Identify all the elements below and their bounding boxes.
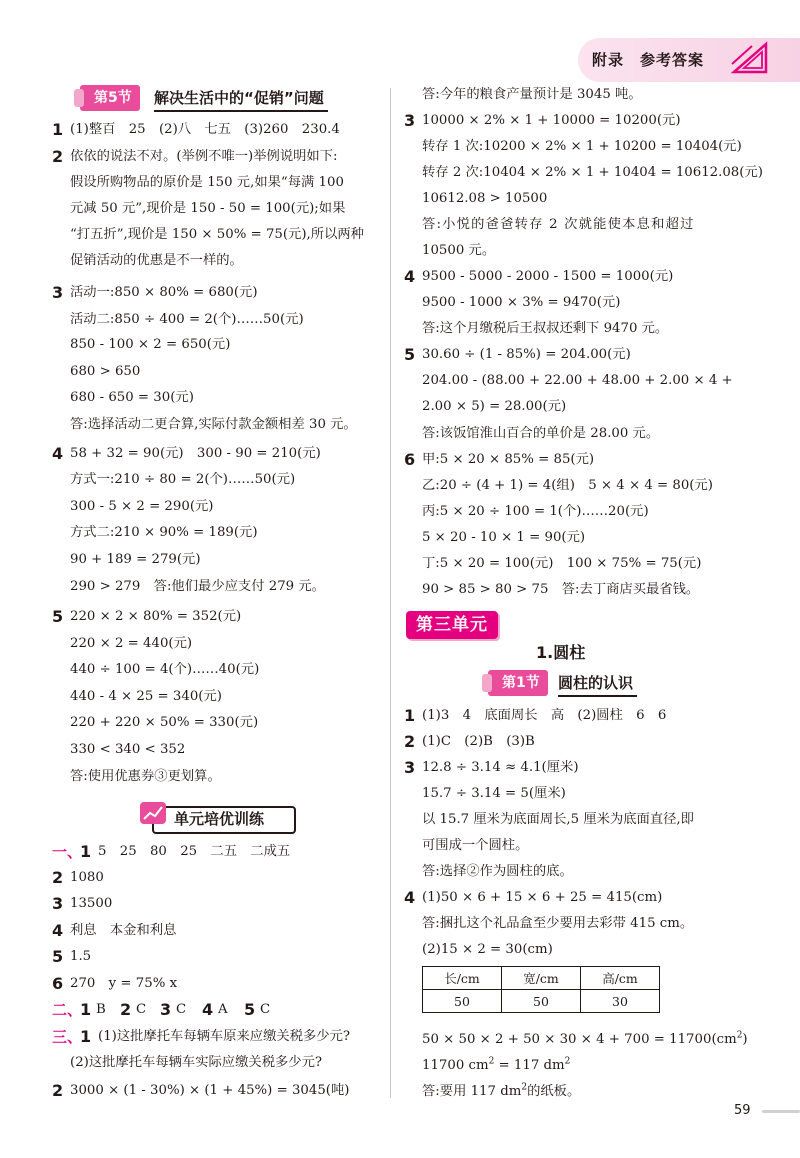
r3-line: 15.7 ÷ 3.14 = 5(厘米): [422, 786, 566, 801]
q2-line: 元减 50 元”,现价是 150 - 50 = 100(元);如果: [70, 201, 346, 216]
q4-line: 290 > 279 答:他们最少应支付 279 元。: [70, 579, 325, 594]
p3-q2-number: 2: [52, 1081, 64, 1100]
final-answer-line: [422, 1082, 580, 1102]
unit-title: 第三单元: [406, 611, 498, 639]
q5-line: 答:使用优惠券③更划算。: [70, 769, 221, 784]
r-q6-line: 乙:20 ÷ (4 + 1) = 4(组) 5 × 4 × 4 = 80(元): [422, 478, 713, 493]
p2-item-number: 2: [120, 1000, 132, 1019]
q3-number: 3: [52, 283, 64, 302]
page-number-bar: [762, 1110, 800, 1113]
p1-item-number: 5: [52, 947, 64, 966]
table-header-row: [423, 967, 660, 990]
table-cell: 50: [502, 990, 581, 1013]
q4-number: 4: [52, 444, 64, 463]
p2-item-number: 5: [244, 1000, 256, 1019]
q5-line: 220 × 2 × 80% = 352(元): [70, 609, 242, 624]
unit-convert-text: 11700 cm: [422, 1058, 489, 1073]
q2-line: 促销活动的优惠是不一样的。: [70, 253, 243, 268]
table-header-cell: 长/cm: [423, 967, 502, 990]
p2-item-number: 1: [80, 1000, 92, 1019]
r4-line: (1)50 × 6 + 15 × 6 + 25 = 415(cm): [422, 890, 663, 905]
trend-chart-icon: [140, 802, 166, 824]
r-q3-line: 10500 元。: [422, 243, 496, 258]
r-cont-line: 答:今年的粮食产量预计是 3045 吨。: [422, 87, 642, 102]
q5-line: 440 ÷ 100 = 4(个)……40(元): [70, 662, 260, 677]
p1-item-number: 4: [52, 921, 64, 940]
p2-item-answer: C: [176, 1002, 187, 1017]
superscript: 2: [564, 1056, 571, 1067]
table-header-cell: 宽/cm: [502, 967, 581, 990]
q3-line: 活动二:850 ÷ 400 = 2(个)……50(元): [70, 312, 304, 327]
p1-item-number: 3: [52, 894, 64, 913]
p2-item-number: 3: [160, 1000, 172, 1019]
r-q3-line: 转存 2 次:10404 × 2% × 1 + 10404 = 10612.08(元): [422, 165, 763, 180]
p1-item-text: 1.5: [70, 949, 92, 964]
column-divider: [390, 88, 391, 1098]
p1-item-number: 2: [52, 868, 64, 887]
q4-line: 方式二:210 × 90% = 189(元): [70, 525, 258, 540]
r1-line: (1)3 4 底面周长 高 (2)圆柱 6 6: [422, 708, 667, 723]
r-q6-line: 甲:5 × 20 × 85% = 85(元): [422, 452, 595, 467]
r-q3-line: 转存 1 次:10200 × 2% × 1 + 10200 = 10404(元): [422, 139, 742, 154]
p1-item-text: 1080: [70, 870, 104, 885]
q4-line: 58 + 32 = 90(元) 300 - 90 = 210(元): [70, 446, 321, 461]
r2-line: (1)C (2)B (3)B: [422, 734, 535, 749]
r-q5-number: 5: [404, 345, 416, 364]
left-section-header: [70, 85, 370, 111]
table-row: [423, 990, 660, 1013]
r2-number: 2: [404, 732, 416, 751]
p2-item-answer: A: [218, 1002, 228, 1017]
table-cell: 50: [423, 990, 502, 1013]
section-badge: 第5节: [80, 85, 140, 111]
r-q4-number: 4: [404, 267, 416, 286]
chapter-title: 1.圆柱: [536, 643, 586, 662]
q3-line: 680 > 650: [70, 364, 141, 379]
r-q5-line: 204.00 - (88.00 + 22.00 + 48.00 + 2.00 × 4 +: [422, 373, 733, 388]
part2-prefix: 二、: [52, 1001, 83, 1019]
q3-line: 850 - 100 × 2 = 650(元): [70, 337, 231, 352]
q3-line: 活动一:850 × 80% = 680(元): [70, 285, 258, 300]
q2-line: “打五折”,现价是 150 × 50% = 75(元),所以两种: [70, 227, 364, 242]
q5-line: 330 < 340 < 352: [70, 742, 186, 757]
r3-line: 以 15.7 厘米为底面周长,5 厘米为底面直径,即: [422, 812, 694, 827]
q5-line: 440 - 4 × 25 = 340(元): [70, 689, 222, 704]
q5-line: 220 × 2 = 440(元): [70, 636, 193, 651]
q4-line: 90 + 189 = 279(元): [70, 552, 201, 567]
q1-line: (1)整百 25 (2)八 七五 (3)260 230.4: [70, 122, 340, 137]
area-calc-line: [422, 1030, 748, 1050]
p3-q2-line: 3000 × (1 - 30%) × (1 + 45%) = 3045(吨): [70, 1083, 350, 1098]
p1-item-text: 270 y = 75% x: [70, 976, 178, 991]
q3-line: 680 - 650 = 30(元): [70, 390, 194, 405]
r-q6-line: 丙:5 × 20 ÷ 100 = 1(个)……20(元): [422, 504, 649, 519]
p1-item-text: 利息 本金和利息: [70, 923, 177, 938]
r-q4-line: 答:这个月缴税后王叔叔还剩下 9470 元。: [422, 321, 669, 336]
p2-item-answer: C: [136, 1002, 147, 1017]
training-title: 单元培优训练: [174, 810, 265, 828]
final-answer-text: 的纸板。: [527, 1084, 581, 1099]
r4-line: 答:捆扎这个礼品盒至少要用去彩带 415 cm。: [422, 916, 694, 931]
r-q3-line: 答:小悦的爸爸转存 2 次就能使本息和超过: [422, 217, 695, 232]
r4-number: 4: [404, 888, 416, 907]
unit-convert-text: = 117 dm: [494, 1058, 565, 1073]
p1-item-text: 13500: [70, 896, 113, 911]
r3-line: 可围成一个圆柱。: [422, 838, 529, 853]
r-q4-line: 9500 - 5000 - 2000 - 1500 = 1000(元): [422, 269, 674, 284]
q1-number: 1: [52, 120, 64, 139]
table-header-cell: 高/cm: [581, 967, 660, 990]
r3-number: 3: [404, 758, 416, 777]
r-q4-line: 9500 - 1000 × 3% = 9470(元): [422, 295, 621, 310]
r4-line: (2)15 × 2 = 30(cm): [422, 942, 553, 957]
r1-number: 1: [404, 706, 416, 725]
section-title: 解决生活中的“促销”问题: [154, 86, 328, 112]
area-calc-text: ): [742, 1032, 748, 1047]
r-q3-line: 10000 × 2% × 1 + 10000 = 10200(元): [422, 113, 681, 128]
page-number: 59: [734, 1103, 751, 1118]
q2-line: 依依的说法不对。(举例不唯一)举例说明如下:: [70, 149, 338, 164]
r-q6-number: 6: [404, 450, 416, 469]
r-q6-line: 丁:5 × 20 = 100(元) 100 × 75% = 75(元): [422, 556, 702, 571]
p2-item-answer: C: [260, 1002, 271, 1017]
area-calc-text: 50 × 50 × 2 + 50 × 30 × 4 + 700 = 11700(cm: [422, 1032, 737, 1047]
p3-q1-number: 1: [80, 1027, 92, 1046]
r3-line: 12.8 ÷ 3.14 ≈ 4.1(厘米): [422, 760, 579, 775]
q2-number: 2: [52, 147, 64, 166]
r-q6-line: 5 × 20 - 10 × 1 = 90(元): [422, 530, 586, 545]
r-q3-number: 3: [404, 111, 416, 130]
right-section-header: [478, 670, 678, 696]
q2-line: 假设所购物品的原价是 150 元,如果“每满 100: [70, 175, 344, 190]
unit-convert-line: [422, 1056, 570, 1076]
q5-number: 5: [52, 607, 64, 626]
q5-line: 220 + 220 × 50% = 330(元): [70, 715, 259, 730]
final-answer-text: 答:要用 117 dm: [422, 1084, 522, 1099]
p3-q1-line: (2)这批摩托车每辆车实际应缴关税多少元?: [70, 1055, 323, 1070]
q4-line: 方式一:210 ÷ 80 = 2(个)……50(元): [70, 472, 296, 487]
table-cell: 30: [581, 990, 660, 1013]
p2-item-number: 4: [202, 1000, 214, 1019]
q4-line: 300 - 5 × 2 = 290(元): [70, 499, 214, 514]
r-q6-line: 90 > 85 > 80 > 75 答:去丁商店买最省钱。: [422, 582, 700, 597]
p1-item-text: 5 25 80 25 二五 二成五: [98, 844, 291, 859]
r-q5-line: 2.00 × 5) = 28.00(元): [422, 399, 567, 414]
p3-q1-line: (1)这批摩托车每辆车原来应缴关税多少元?: [98, 1029, 351, 1044]
p2-item-answer: B: [96, 1002, 106, 1017]
r3-line: 答:选择②作为圆柱的底。: [422, 864, 573, 879]
superscript: 2: [521, 1082, 528, 1093]
section-title: 圆柱的认识: [558, 671, 637, 697]
training-header: [140, 802, 294, 832]
superscript: 2: [736, 1030, 743, 1041]
superscript: 2: [488, 1056, 495, 1067]
dimensions-table: [422, 966, 660, 1013]
r-q3-line: 10612.08 > 10500: [422, 191, 548, 206]
q3-line: 答:选择活动二更合算,实际付款金额相差 30 元。: [70, 417, 357, 432]
r-q5-line: 30.60 ÷ (1 - 85%) = 204.00(元): [422, 347, 631, 362]
section-badge: 第1节: [488, 670, 548, 696]
header-title: 附录 参考答案: [592, 51, 705, 69]
part3-prefix: 三、: [52, 1028, 83, 1046]
part1-prefix: 一、: [52, 843, 83, 861]
p1-item-number: 1: [80, 842, 92, 861]
p1-item-number: 6: [52, 974, 64, 993]
ruler-triangle-icon: [730, 40, 770, 76]
r-q5-line: 答:该饭馆淮山百合的单价是 28.00 元。: [422, 426, 660, 441]
